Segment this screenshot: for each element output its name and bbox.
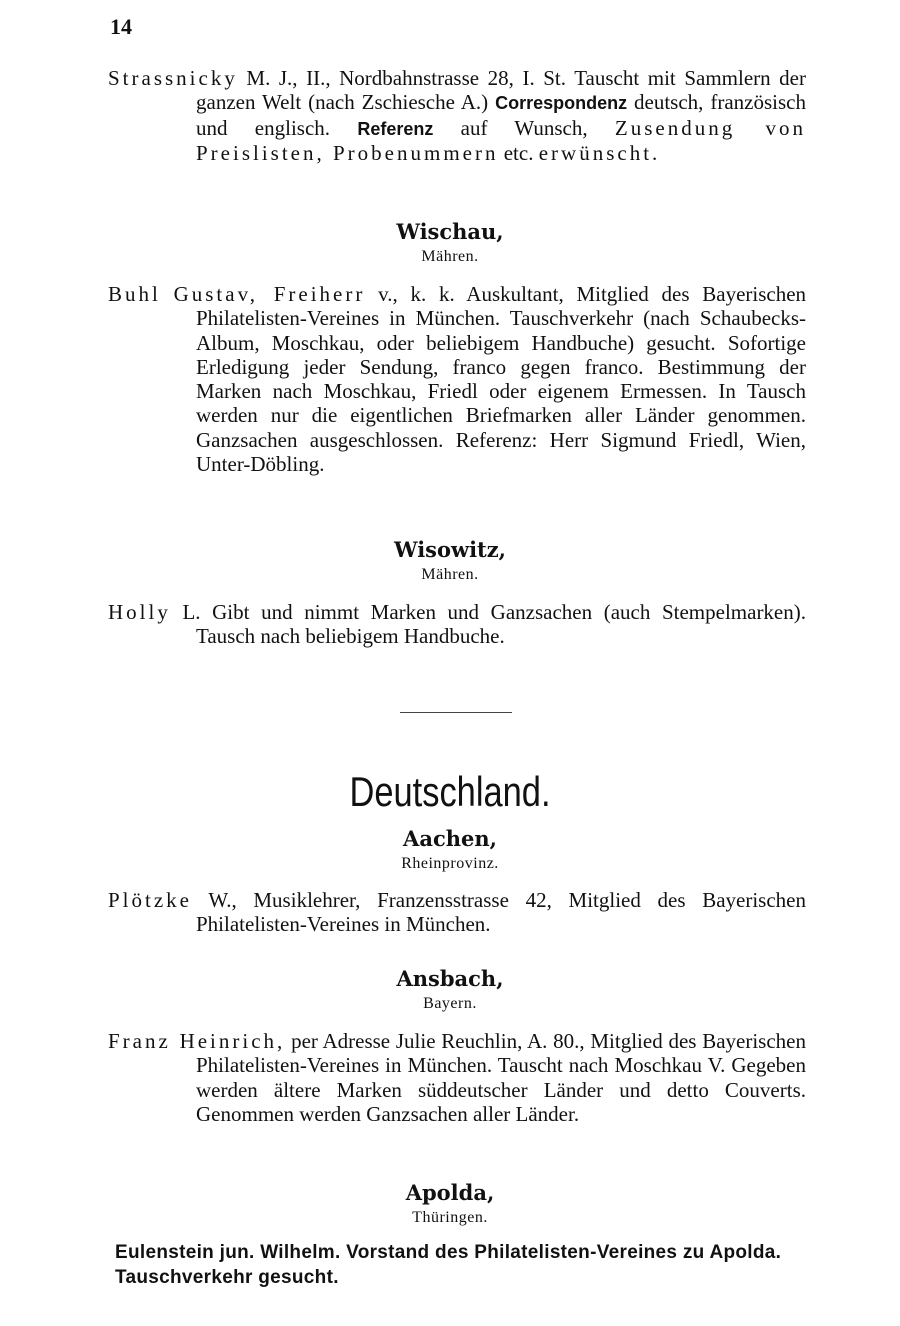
region-name: Bayern. [423, 995, 477, 1012]
region-name: Mähren. [421, 248, 479, 265]
entry-text: v., k. k. Auskultant, Mitglied des Bayerischen Philatelisten-Vereines in München. Tauschverkehr (nach Schaubecks-Album, Moschkau, oder beliebigem Handbuche) gesucht. Sofortige Erledigung jeder Sendung, franco gegen franco. Bestimmung der Marken nach Moschkau, Friedl oder eigenem Ermessen. In Tausch werden nur die eigentlichen Briefmarken aller Länder genommen. Ganzsachen ausgeschlossen. Referenz: Herr Sigmund Friedl, Wien, Unter-Döbling. [196, 282, 807, 477]
city-heading-aachen [0, 826, 900, 873]
country-heading: Deutschland. [349, 768, 551, 815]
entry-name: Strassnicky [108, 66, 238, 90]
entry-text: Eulenstein jun. Wilhelm. Vorstand des Philatelisten-Vereines zu Apolda. Tauschverkehr gesucht. [115, 1242, 782, 1288]
city-name: Wisowitz, [393, 537, 506, 562]
city-name: Ansbach, [396, 966, 504, 991]
entry-text: M. J., II., Nordbahnstrasse 28, I. St. Tauscht mit Sammlern der ganzen Welt (nach Zschiesche A.) [196, 66, 806, 115]
city-name: Aachen, [403, 826, 497, 851]
bold-term: Referenz [357, 118, 434, 139]
city-heading-apolda [0, 1180, 900, 1227]
entry-eulenstein [115, 1240, 805, 1290]
entry-buhl [108, 282, 806, 476]
page-number: 14 [110, 14, 132, 39]
entry-name: Buhl [108, 282, 161, 306]
entry-franz [108, 1029, 806, 1126]
entry-name: Holly [108, 600, 171, 624]
region-name: Mähren. [421, 566, 479, 583]
entry-name: Franz Heinrich, [108, 1029, 286, 1053]
entry-text: deutsch, französisch und englisch. [196, 90, 806, 140]
entry-name: Plötzke [108, 888, 192, 912]
entry-text: L. Gibt und nimmt Marken und Ganzsachen (auch Stempelmarken). Tausch nach beliebigem Handbuche. [182, 600, 806, 649]
bold-term: Correspondenz [495, 93, 628, 114]
city-heading-wisowitz [0, 537, 900, 584]
city-heading-ansbach [0, 966, 900, 1013]
entry-strassnicky [108, 66, 806, 165]
region-name: Rheinprovinz. [401, 855, 499, 872]
entry-text: per Adresse Julie Reuchlin, A. 80., Mitglied des Bayerischen Philatelisten-Vereines in München. Tauscht nach Moschkau V. Gegeben werden ältere Marken süddeutscher Länder und detto Couverts. Genommen werden Ganzsachen aller Länder. [196, 1029, 807, 1126]
city-heading-wischau [0, 219, 900, 266]
section-divider [400, 712, 512, 713]
region-name: Thüringen. [412, 1209, 488, 1226]
spaced-text: erwünscht. [538, 140, 661, 165]
city-name: Apolda, [405, 1180, 495, 1205]
entry-text: W., Musiklehrer, Franzensstrasse 42, Mitglied des Bayerischen Philatelisten-Vereines in München. [196, 888, 806, 937]
spaced-text: Gustav, Freiherr [173, 282, 366, 306]
entry-holly [108, 600, 806, 649]
spaced-text: Zusendung von Preislisten, Probenummern [196, 115, 807, 165]
entry-text: auf Wunsch, [460, 115, 588, 140]
city-name: Wischau, [396, 219, 504, 244]
entry-text: etc. [503, 140, 534, 165]
entry-ploetzke [108, 888, 806, 937]
